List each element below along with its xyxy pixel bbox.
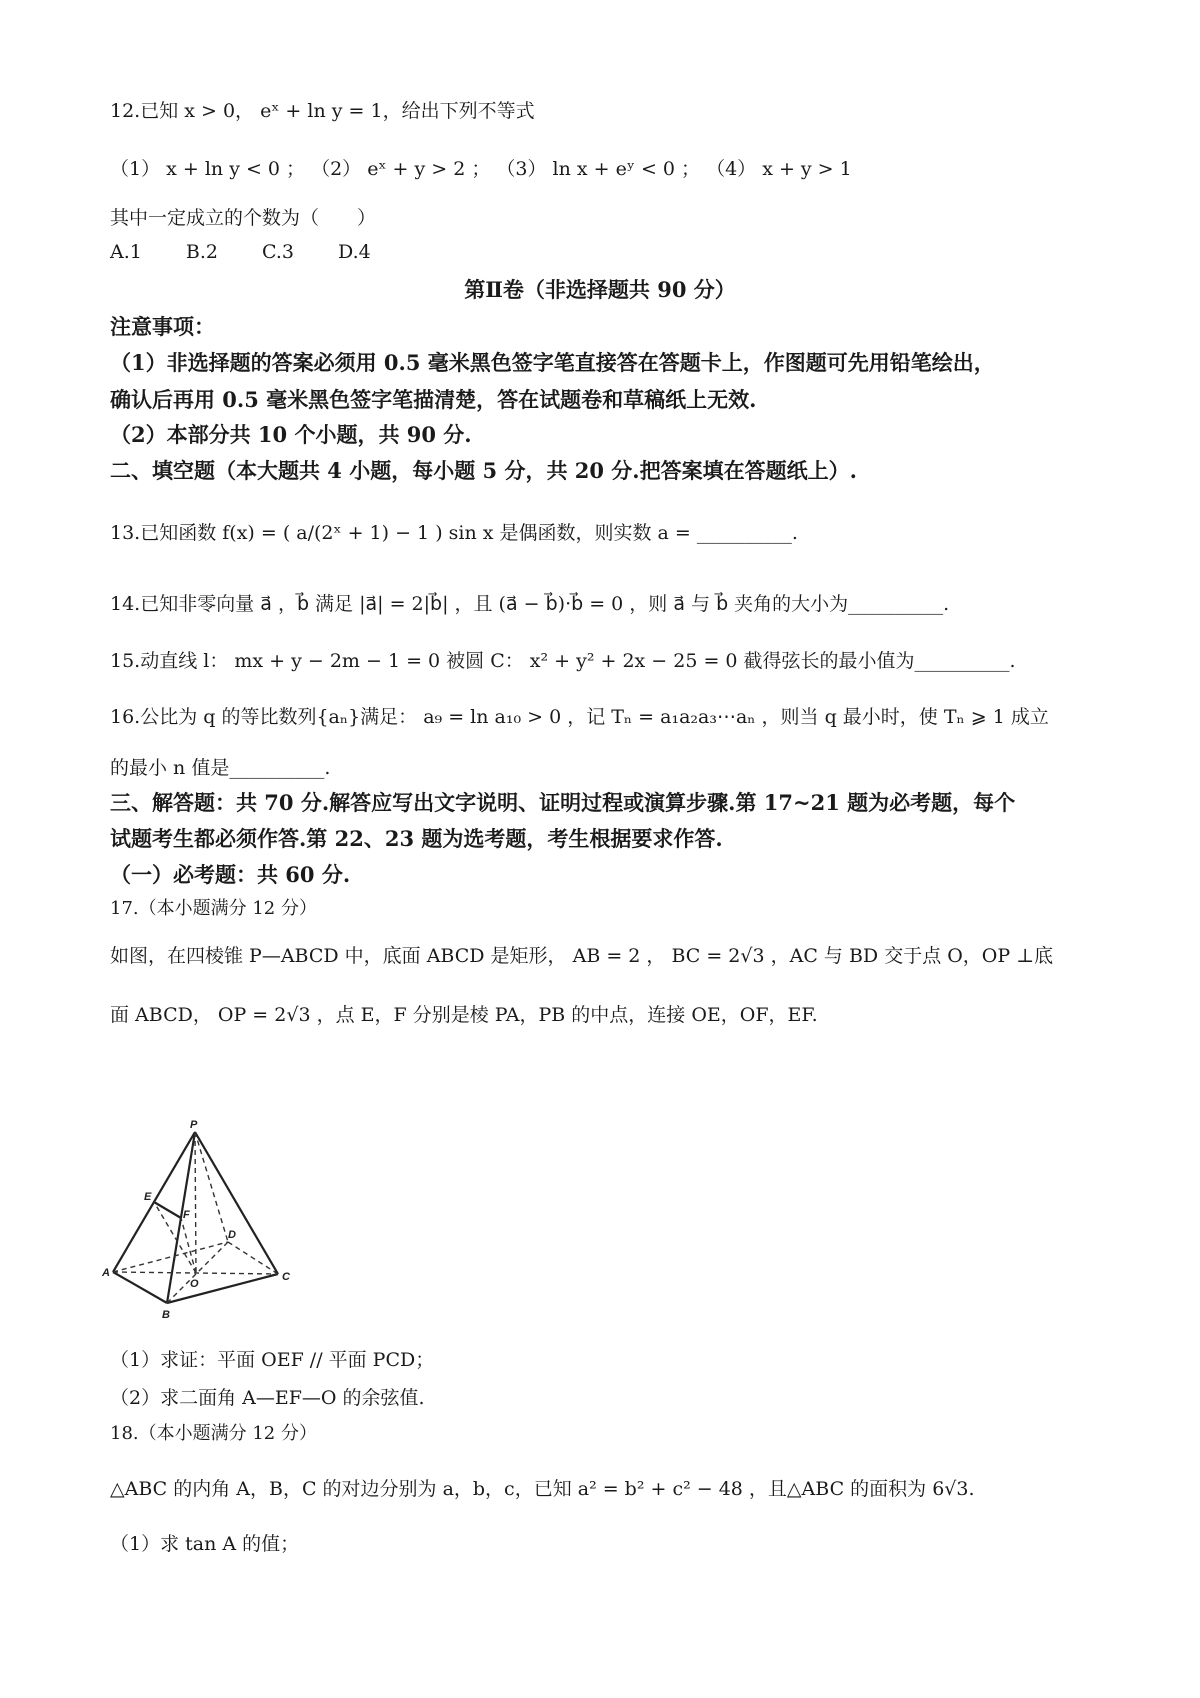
notice1-line2: 确认后再用 0.5 毫米黑色签字笔描清楚，答在试题卷和草稿纸上无效.: [110, 387, 757, 412]
q14: 14.已知非零向量 a⃗ ，b⃗ 满足 |a⃗| = 2|b⃗| ，且 (a⃗ − b⃗)·b⃗ = 0 ，则 a⃗ 与 b⃗ 夹角的大小为__________.: [110, 593, 950, 615]
q18-sub1: （1）求 tan A 的值；: [110, 1533, 300, 1555]
q16-line1: 16.公比为 q 的等比数列{aₙ}满足： a₉ = ln a₁₀ > 0 ，记 Tₙ = a₁a₂a₃⋯aₙ ，则当 q 最小时，使 Tₙ ⩾ 1 成立: [110, 706, 1049, 728]
label-O: O: [190, 1278, 199, 1290]
segment-OF: [181, 1218, 196, 1273]
q17-line2: 面 ABCD， OP = 2√3 ，点 E，F 分别是棱 PA，PB 的中点，连接 OE，OF，EF.: [110, 1004, 818, 1026]
q13: 13.已知函数 f(x) = ( a/(2ˣ + 1) − 1 ) sin x 是偶函数，则实数 a = __________.: [110, 522, 798, 544]
edge-AD: [113, 1242, 228, 1272]
label-P: P: [190, 1119, 198, 1131]
edge-BC: [167, 1274, 278, 1303]
edge-PD: [195, 1132, 228, 1242]
q17-sub2: （2）求二面角 A—EF—O 的余弦值.: [110, 1387, 425, 1409]
section3-line2: 试题考生都必须作答.第 22、23 题为选考题，考生根据要求作答.: [110, 826, 723, 851]
edge-AB: [113, 1272, 167, 1303]
label-E: E: [144, 1191, 152, 1203]
label-F: F: [183, 1209, 190, 1221]
q15: 15.动直线 l： mx + y − 2m − 1 = 0 被圆 C： x² + y² + 2x − 25 = 0 截得弦长的最小值为__________.: [110, 650, 1016, 672]
q12-items: （1） x + ln y < 0 ； （2） eˣ + y > 2 ； （3） ln x + eʸ < 0 ； （4） x + y > 1: [110, 158, 852, 180]
label-A: A: [102, 1267, 110, 1279]
edge-PC: [195, 1132, 278, 1274]
segment-PO: [195, 1132, 196, 1273]
pyramid-figure: [102, 1119, 310, 1330]
label-B: B: [162, 1309, 170, 1321]
q12-ask: 其中一定成立的个数为（ ）: [110, 207, 377, 229]
notice-title: 注意事项：: [110, 314, 215, 339]
part2-title: 第Ⅱ卷（非选择题共 90 分）: [464, 277, 736, 302]
q17-sub1: （1）求证：平面 OEF // 平面 PCD；: [110, 1349, 435, 1371]
q12-stem: 12.已知 x > 0， eˣ + ln y = 1，给出下列不等式: [110, 100, 535, 122]
notice1-line1: （1）非选择题的答案必须用 0.5 毫米黑色签字笔直接答在答题卡上，作图题可先用铅笔绘出，: [110, 350, 995, 375]
label-C: C: [282, 1271, 290, 1283]
q12-options: A.1 B.2 C.3 D.4: [110, 241, 371, 263]
q17-header: 17.（本小题满分 12 分）: [110, 898, 317, 919]
label-D: D: [228, 1229, 236, 1241]
edge-DC: [228, 1242, 278, 1274]
section3-line1: 三、解答题：共 70 分.解答应写出文字说明、证明过程或演算步骤.第 17~21 题为必考题，每个: [110, 790, 1016, 815]
q17-line1: 如图，在四棱锥 P—ABCD 中，底面 ABCD 是矩形， AB = 2 ， BC = 2√3 ，AC 与 BD 交于点 O，OP ⊥底: [110, 945, 1054, 967]
q18-line1: △ABC 的内角 A，B，C 的对边分别为 a，b，c，已知 a² = b² + c² − 48 ，且△ABC 的面积为 6√3.: [110, 1478, 975, 1500]
q18-header: 18.（本小题满分 12 分）: [110, 1423, 317, 1444]
notice2: （2）本部分共 10 个小题，共 90 分.: [110, 422, 472, 447]
q16-line2: 的最小 n 值是__________.: [110, 757, 331, 779]
required-section: （一）必考题：共 60 分.: [110, 862, 351, 887]
section2-title: 二、填空题（本大题共 4 小题，每小题 5 分，共 20 分.把答案填在答题纸上）.: [110, 458, 857, 483]
